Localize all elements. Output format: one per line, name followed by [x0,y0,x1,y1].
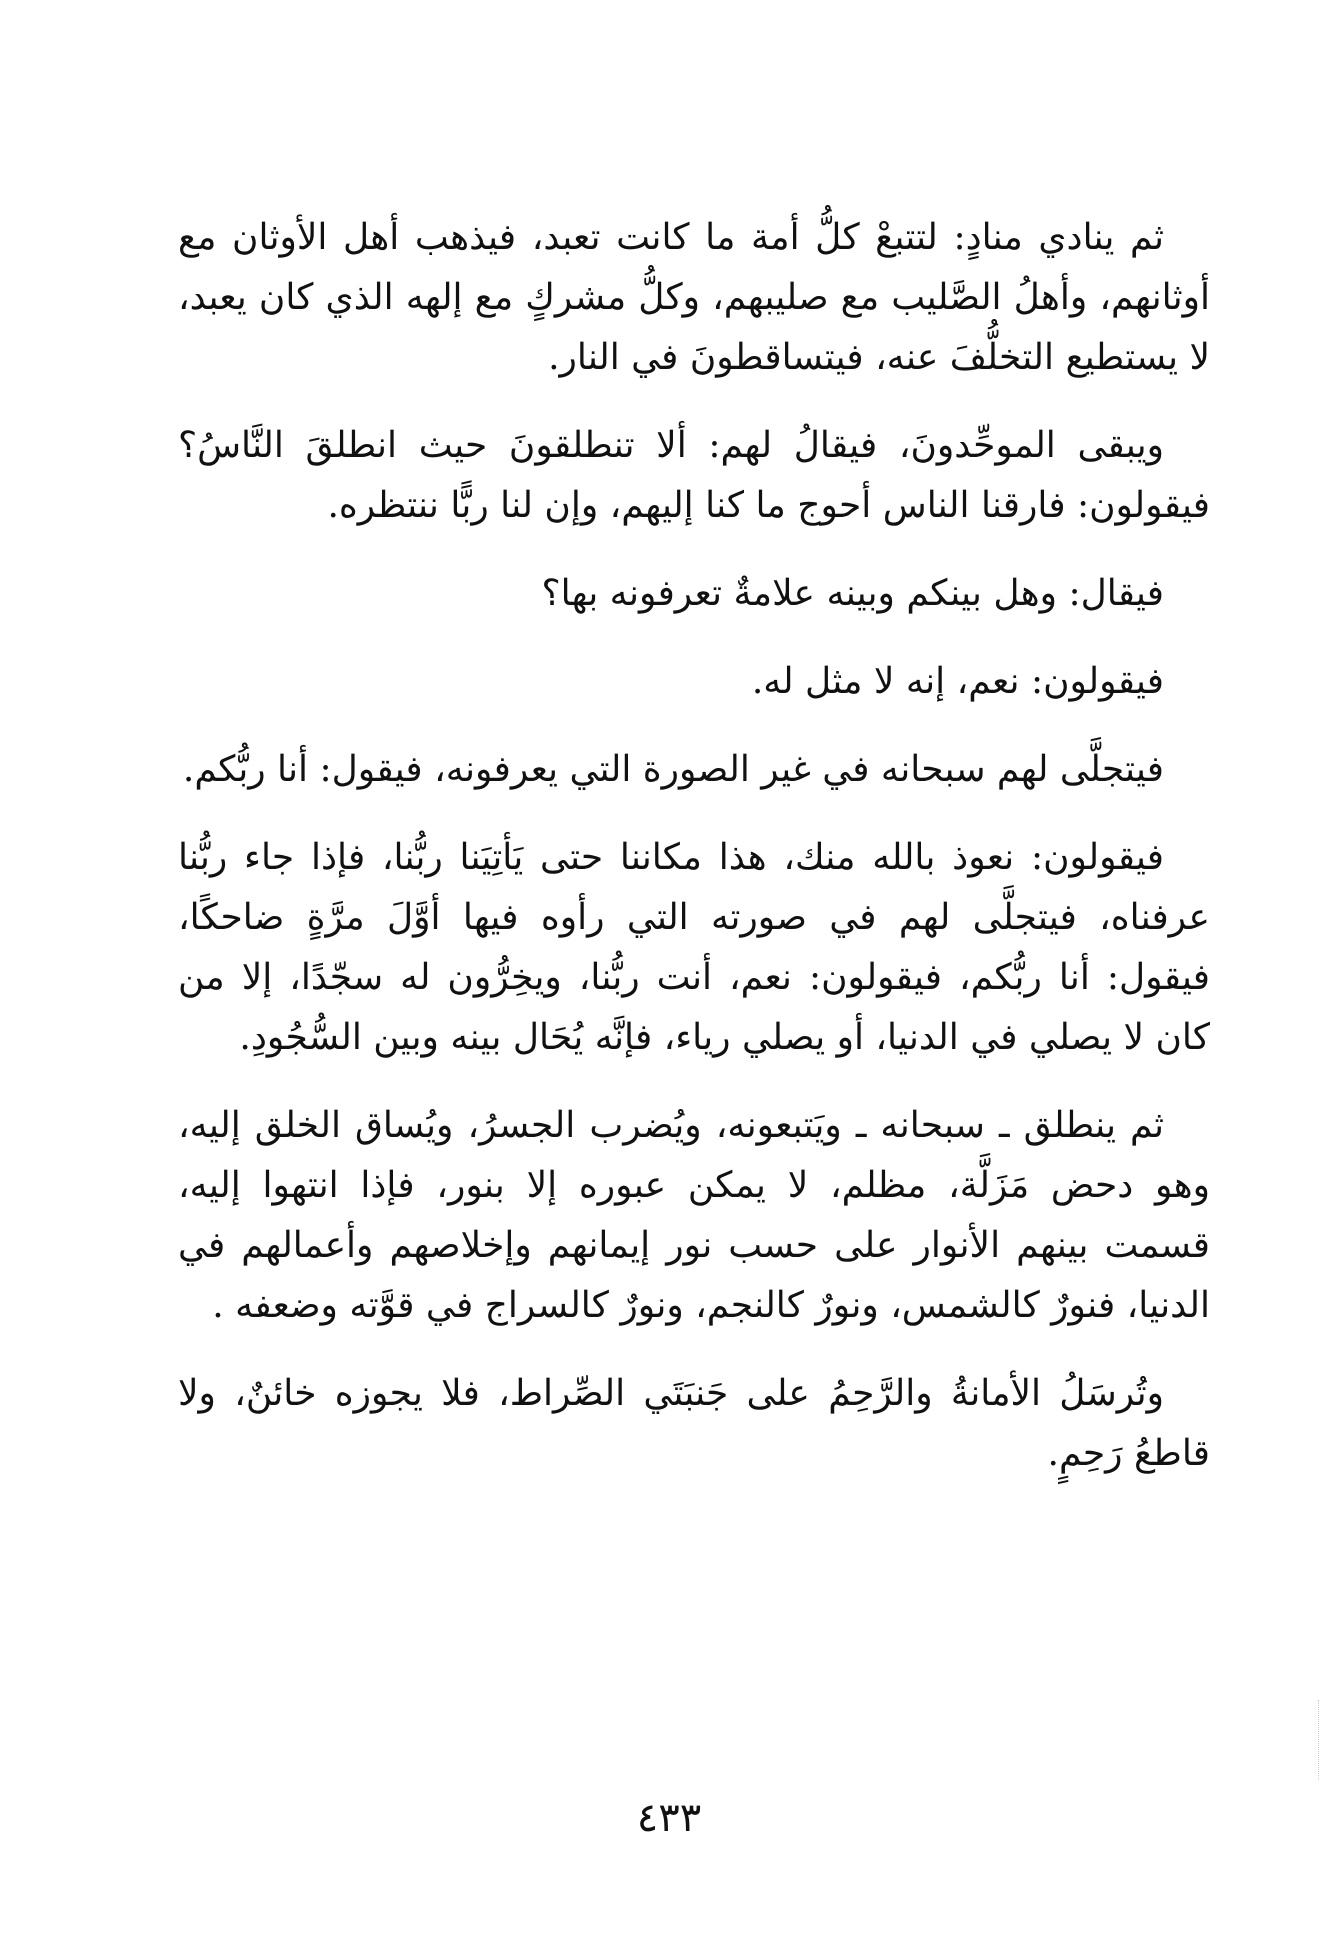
paragraph-1: ثم ينادي منادٍ: لتتبعْ كلُّ أمة ما كانت تعبد، فيذهب أهل الأوثان مع أوثانهم، وأهلُ الصَّليب مع صليبهم، وكلُّ مشركٍ مع إلهه الذي كان يعبد، لا يستطيع التخلُّفَ عنه، فيتساقطونَ في النار. [178,217,1210,378]
paragraph-4: فيقولون: نعم، إنه لا مثل له. [751,661,1164,702]
body-text [178,208,1210,1512]
paragraph-7: ثم ينطلق ـ سبحانه ـ ويَتبعونه، ويُضرب الجسرُ، ويُساق الخلق إليه، وهو دحض مَزَلَّة، مظلم، لا يمكن عبوره إلا بنور، فإذا انتهوا إليه، قسمت بينهم الأنوار على حسب نور إيمانهم وإخلاصهم وأعمالهم في الدنيا، فنورٌ كالشمس، ونورٌ كالنجم، ونورٌ كالسراج في قوَّته وضعفه . [178,1105,1210,1326]
paragraph-6: فيقولون: نعوذ بالله منك، هذا مكاننا حتى يَأتِيَنا ربُّنا، فإذا جاء ربُّنا عرفناه، فيتجلَّى لهم في صورته التي رأوه فيها أوَّلَ مرَّةٍ ضاحكًا، فيقول: أنا ربُّكم، فيقولون: نعم، أنت ربُّنا، ويخِرُّون له سجّدًا، إلا من كان لا يصلي في الدنيا، أو يصلي رياء، فإنَّه يُحَال بينه وبين السُّجُودِ. [178,837,1210,1058]
paragraph-3: فيقال: وهل بينكم وبينه علامةٌ تعرفونه بها؟ [541,573,1164,614]
page-number: ٤٣٣ [636,1795,702,1841]
scan-margin-mark [1318,1700,1321,1780]
paragraph-8: وتُرسَلُ الأمانةُ والرَّحِمُ على جَنبَتَي الصِّراط، فلا يجوزه خائنٌ، ولا قاطعُ رَحِمٍ. [178,1373,1210,1474]
paragraph-5: فيتجلَّى لهم سبحانه في غير الصورة التي يعرفونه، فيقول: أنا ربُّكم. [182,749,1164,790]
paragraph-2: ويبقى الموحِّدونَ، فيقالُ لهم: ألا تنطلقونَ حيث انطلقَ النَّاسُ؟ فيقولون: فارقنا الناس أحوج ما كنا إليهم، وإن لنا ربًّا ننتظره. [178,425,1210,526]
